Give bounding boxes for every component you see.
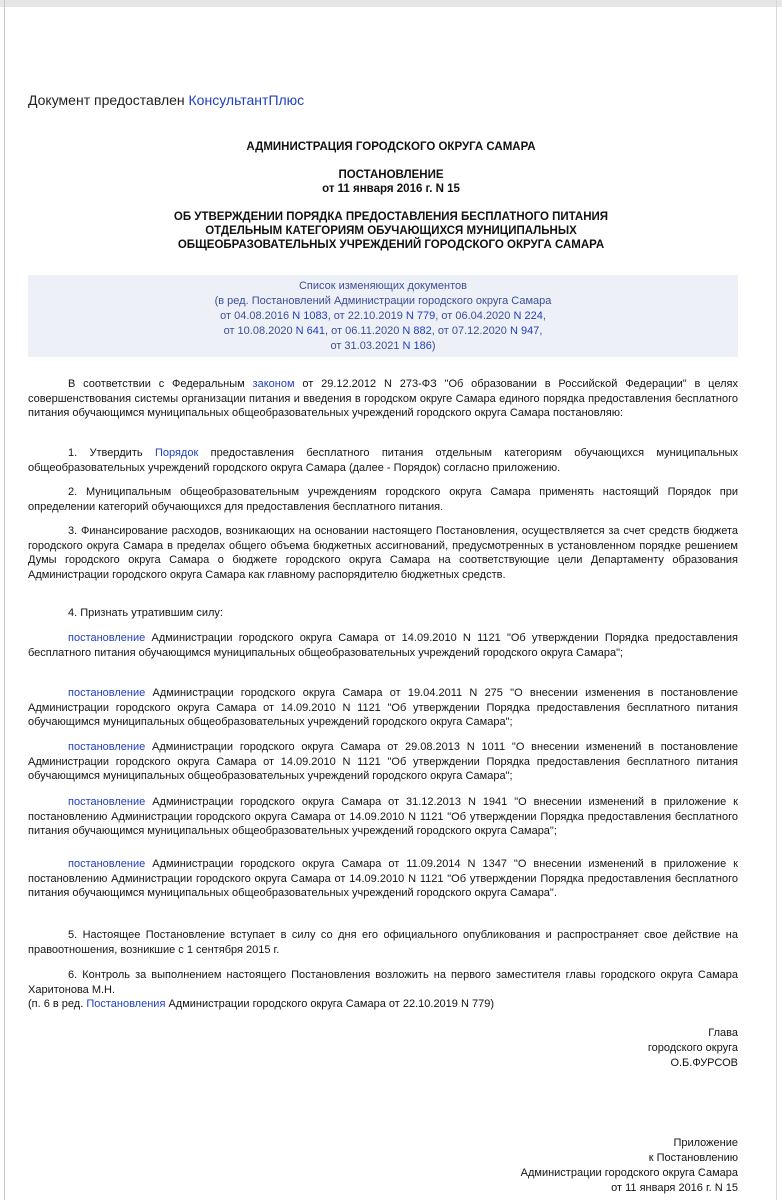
subject-line-1: ОБ УТВЕРЖДЕНИИ ПОРЯДКА ПРЕДОСТАВЛЕНИЯ БЕСПЛАТНОГО ПИТАНИЯ	[173, 211, 609, 223]
changes-line-3: от 10.08.2020 N 641, от 06.11.2020 N 882, от 07.12.2020 N 947,	[223, 325, 543, 337]
signature-office: городского округа	[647, 1042, 738, 1054]
procedure-link[interactable]: Порядок	[154, 447, 199, 459]
changes-line-1: (в ред. Постановлений Администрации городского округа Самара	[214, 295, 552, 307]
changes-box	[28, 275, 738, 357]
top-bar	[0, 0, 782, 7]
resolution-link[interactable]: постановление	[68, 632, 146, 644]
amendment-link[interactable]: N 224	[513, 310, 543, 322]
appendix-date: от 11 января 2016 г. N 15	[611, 1182, 738, 1194]
resolution-link[interactable]: постановление	[68, 741, 146, 753]
signature-block	[648, 1026, 738, 1071]
consultant-plus-link[interactable]: КонсультантПлюс	[188, 92, 305, 108]
signature-title: Глава	[708, 1027, 738, 1039]
changes-heading: Список изменяющих документов	[298, 280, 468, 292]
resolution-note-link[interactable]: Постановления	[86, 998, 166, 1010]
repealed-4: постановление Администрации городского округа Самара от 31.12.2013 N 1941 "О внесении изменений в приложение к постановлению Администрации городского округа Самара от 14.09.2010 N 1121 "Об утверждении Порядка предоставления бесплатного питания обучающимся муниципальных общеобразовательных учреждений городского округа Самара";	[28, 796, 738, 837]
resolution-link[interactable]: постановление	[68, 796, 146, 808]
changes-line-4: от 31.03.2021 N 186)	[330, 340, 436, 352]
item-6: 6. Контроль за выполнением настоящего Постановления возложить на первого заместителя главы городского округа Самара Харитонова М.Н.	[28, 969, 738, 996]
amendment-link[interactable]: N 882	[402, 325, 432, 337]
repealed-1: постановление Администрации городского округа Самара от 14.09.2010 N 1121 "Об утверждении Порядка предоставления бесплатного питания обучающимся муниципальных общеобразовательных учреждений городского округа Самара";	[28, 632, 738, 659]
provided-by-line	[28, 92, 304, 108]
signature-name: О.Б.ФУРСОВ	[670, 1057, 738, 1069]
subject-line-3: ОБЩЕОБРАЗОВАТЕЛЬНЫХ УЧРЕЖДЕНИЙ ГОРОДСКОГО ОКРУГА САМАРА	[177, 239, 605, 251]
resolution-link[interactable]: постановление	[68, 687, 146, 699]
doc-date: от 11 января 2016 г. N 15	[322, 183, 460, 195]
repealed-2: постановление Администрации городского округа Самара от 19.04.2011 N 275 "О внесении изменения в постановление Администрации городского округа Самара от 14.09.2010 N 1121 "Об утверждении Порядка предоставления бесплатного питания обучающимся муниципальных общеобразовательных учреждений городского округа Самара";	[28, 687, 738, 728]
item-2: 2. Муниципальным общеобразовательным учреждениям городского округа Самара применять настоящий Порядок при определении категорий обучающихся для предоставления бесплатного питания.	[28, 486, 738, 513]
subject-line-2: ОТДЕЛЬНЫМ КАТЕГОРИЯМ ОБУЧАЮЩИХСЯ МУНИЦИПАЛЬНЫХ	[205, 225, 577, 237]
amendment-link[interactable]: N 1083	[292, 310, 328, 322]
amendment-link[interactable]: N 641	[295, 325, 326, 337]
provided-prefix: Документ предоставлен	[28, 92, 189, 108]
item-6-note: (п. 6 в ред. Постановления Администрации городского округа Самара от 22.10.2019 N 779)	[28, 998, 494, 1010]
appendix-block	[521, 1136, 738, 1196]
amendment-link[interactable]: N 779	[405, 310, 436, 322]
doc-type: ПОСТАНОВЛЕНИЕ	[338, 169, 444, 181]
item-3: 3. Финансирование расходов, возникающих на основании настоящего Постановления, осуществляется за счет средств бюджета городского округа Самара в пределах общего объема бюджетных ассигнований, предусмотренных в установленном порядке решением Думы городского округа Самара о бюджете городского округа Самара на соответствующие цели Департаменту образования Администрации городского округа Самара как главному распорядителю бюджетных средств.	[28, 525, 738, 581]
repealed-3: постановление Администрации городского округа Самара от 29.08.2013 N 1011 "О внесении изменений в постановление Администрации городского округа Самара от 14.09.2010 N 1121 "Об утверждении Порядка предоставления бесплатного питания обучающимся муниципальных общеобразовательных учреждений городского округа Самара";	[28, 741, 738, 782]
appendix-authority: Администрации городского округа Самара	[520, 1167, 738, 1179]
administration-heading: АДМИНИСТРАЦИЯ ГОРОДСКОГО ОКРУГА САМАРА	[246, 141, 536, 153]
item-1: 1. Утвердить Порядок предоставления бесплатного питания отдельным категориям обучающихся муниципальных общеобразовательных учреждений городского округа Самара (далее - Порядок) согласно приложению.	[28, 447, 738, 474]
item-5: 5. Настоящее Постановление вступает в силу со дня его официального опубликования и распространяет свое действие на правоотношения, возникшие с 1 сентября 2015 г.	[28, 929, 738, 956]
amendment-link[interactable]: N 947	[509, 325, 540, 337]
changes-line-2: от 04.08.2016 N 1083, от 22.10.2019 N 779, от 06.04.2020 N 224,	[220, 310, 546, 322]
appendix-title: Приложение	[673, 1137, 738, 1149]
preamble-paragraph: В соответствии с Федеральным законом от 29.12.2012 N 273-ФЗ "Об образовании в Российской Федерации" в целях совершенствования системы организации питания и введения в городском округе Самара единого порядка предоставления бесплатного питания обучающимся муниципальных общеобразовательных учреждений городского округа Самара постановляю:	[28, 378, 738, 419]
resolution-link[interactable]: постановление	[68, 858, 146, 870]
law-link[interactable]: законом	[252, 378, 295, 390]
repealed-5: постановление Администрации городского округа Самара от 11.09.2014 N 1347 "О внесении изменений в приложение к постановлению Администрации городского округа Самара от 14.09.2010 N 1121 "Об утверждении Порядка предоставления бесплатного питания обучающимся муниципальных общеобразовательных учреждений городского округа Самара".	[28, 858, 738, 899]
amendment-link[interactable]: N 186	[402, 340, 432, 352]
item-4: 4. Признать утратившим силу:	[68, 607, 223, 619]
appendix-ref: к Постановлению	[648, 1152, 738, 1164]
